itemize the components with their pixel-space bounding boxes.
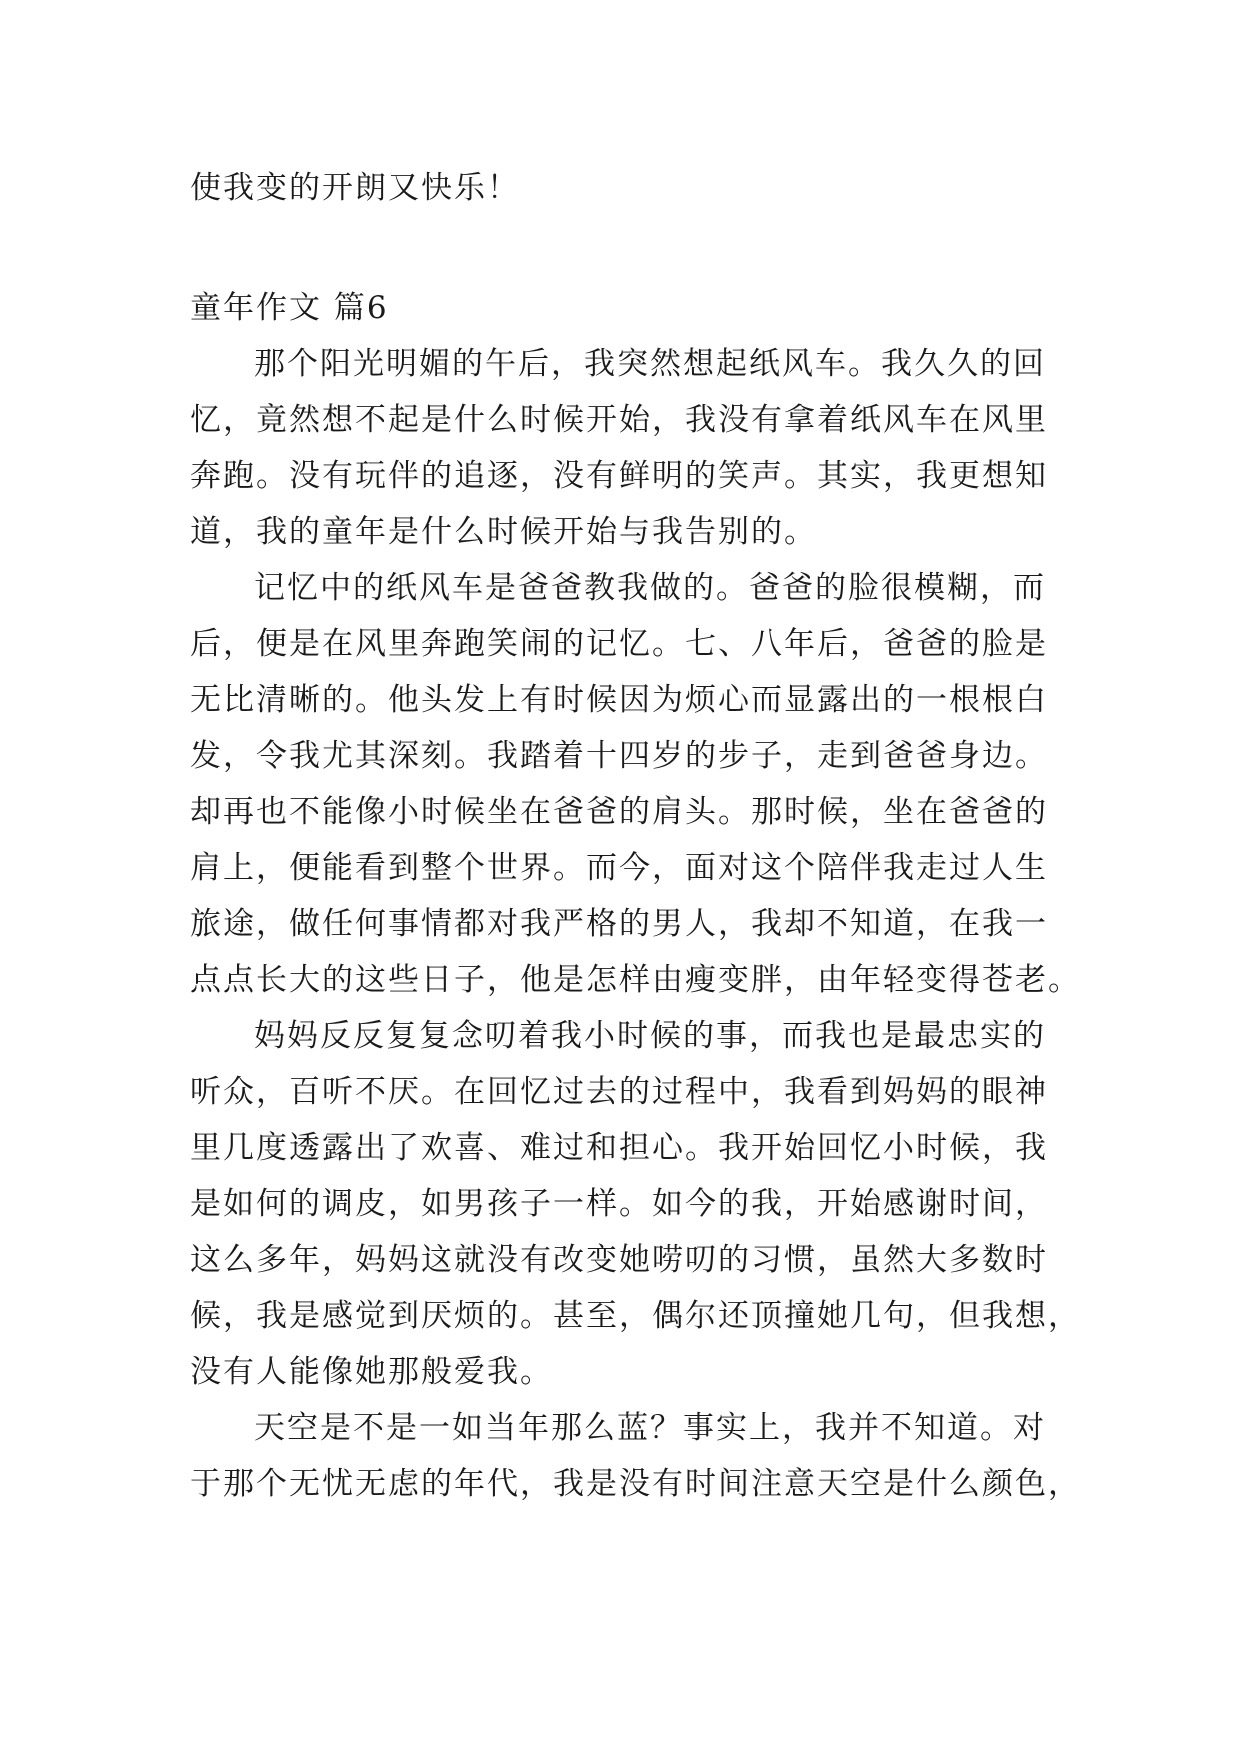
paragraphs-container [190,336,1081,1512]
paragraph-line: 点点长大的这些日子，他是怎样由瘦变胖，由年轻变得苍老。 [190,962,1081,998]
paragraph-line: 后，便是在风里奔跑笑闹的记忆。七、八年后，爸爸的脸是 [190,626,1048,662]
paragraph [190,560,1081,1008]
paragraph-line: 这么多年，妈妈这就没有改变她唠叨的习惯，虽然大多数时 [190,1242,1048,1278]
paragraph-line: 妈妈反反复复念叨着我小时候的事，而我也是最忠实的 [254,1018,1046,1054]
paragraph-line: 没有人能像她那般爱我。 [190,1354,553,1390]
paragraph-line: 奔跑。没有玩伴的追逐，没有鲜明的笑声。其实，我更想知 [190,458,1048,494]
paragraph-line: 天空是不是一如当年那么蓝？事实上，我并不知道。对 [254,1410,1046,1446]
section-gap [190,216,1070,280]
paragraph-line: 旅途，做任何事情都对我严格的男人，我却不知道，在我一 [190,906,1048,942]
section-heading: 童年作文 篇6 [190,290,389,326]
paragraph-line: 于那个无忧无虑的年代，我是没有时间注意天空是什么颜色， [190,1466,1081,1502]
paragraph-line: 记忆中的纸风车是爸爸教我做的。爸爸的脸很模糊，而 [254,570,1046,606]
paragraph-line: 无比清晰的。他头发上有时候因为烦心而显露出的一根根白 [190,682,1048,718]
paragraph [190,1008,1081,1400]
document-body [190,160,1081,1512]
paragraph-line: 是如何的调皮，如男孩子一样。如今的我，开始感谢时间， [190,1186,1048,1222]
paragraph [190,1400,1081,1512]
paragraph-line: 忆，竟然想不起是什么时候开始，我没有拿着纸风车在风里 [190,402,1048,438]
paragraph-line: 里几度透露出了欢喜、难过和担心。我开始回忆小时候，我 [190,1130,1048,1166]
paragraph-line: 听众，百听不厌。在回忆过去的过程中，我看到妈妈的眼神 [190,1074,1048,1110]
intro-line: 使我变的开朗又快乐！ [190,170,520,206]
paragraph-line: 肩上，便能看到整个世界。而今，面对这个陪伴我走过人生 [190,850,1048,886]
paragraph-line: 候，我是感觉到厌烦的。甚至，偶尔还顶撞她几句，但我想， [190,1298,1081,1334]
paragraph-line: 道，我的童年是什么时候开始与我告别的。 [190,514,817,550]
paragraph-line: 却再也不能像小时候坐在爸爸的肩头。那时候，坐在爸爸的 [190,794,1048,830]
paragraph [190,336,1070,560]
paragraph-line: 那个阳光明媚的午后，我突然想起纸风车。我久久的回 [254,346,1046,382]
paragraph-line: 发，令我尤其深刻。我踏着十四岁的步子，走到爸爸身边。 [190,738,1048,774]
